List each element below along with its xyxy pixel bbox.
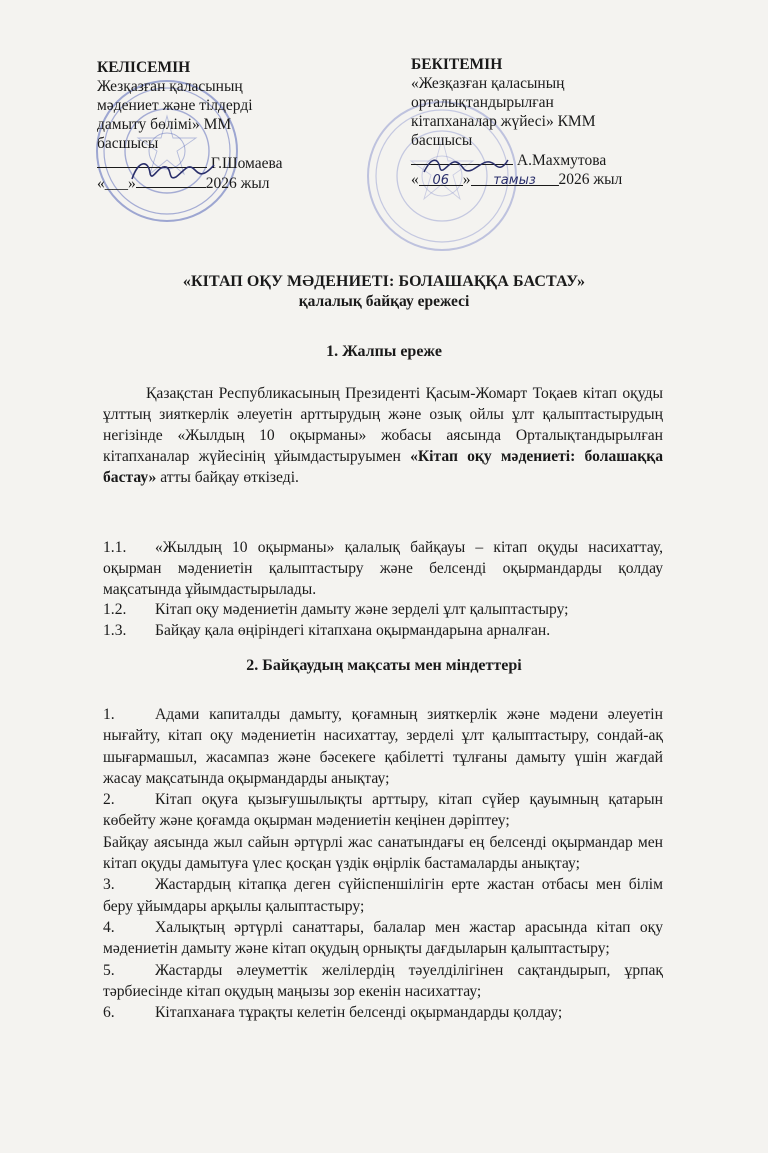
date-row-right: « 06 » тамыз 2026 жыл (411, 171, 623, 188)
signatory-name-left: Г.Шомаева (210, 155, 283, 172)
signature-scribble-left (128, 155, 218, 189)
item-number: 6. (103, 1004, 115, 1022)
approval-heading-right: БЕКІТЕМІН (411, 56, 503, 73)
item-text: Халықтың әртүрлі санаттары, балалар мен жастар арасында кітап оқу мәдениетін дамыту және кітап оқудың орнықты дағдыларын қалыптастыру; (103, 918, 663, 958)
approval-line: басшысы (411, 132, 473, 149)
item-number: 3. (103, 876, 115, 894)
item-text: Жастардың кітапқа деген сүйіспеншілігін ерте жастан отбасы мен білім беру ұйымдары арқылы қалыптастыру; (103, 876, 663, 915)
approval-line: мәдениет және тілдерді (97, 97, 253, 114)
approval-line: «Жезқазған қаласының (411, 75, 565, 92)
item-text: Адами капиталды дамыту, қоғамның зияткерлік және мәдени әлеуетін нығайту, кітап оқу мәдениетін насихаттау, зерделі ұлт қалыптастыру, сондай-ақ шығармашыл, жасампаз және бәсекеге қабілетті тұлғаны дамыту үшін жағдай жасау мақсатында оқырмандарды анықтау; (103, 706, 663, 787)
item-number: 1.2. (103, 601, 127, 618)
item-number: 4. (103, 918, 115, 936)
list-item (103, 704, 663, 789)
section2-heading: 2. Байқаудың мақсаты мен міндеттері (246, 657, 522, 674)
signature-scribble-right (420, 152, 510, 182)
item-text: Кітап оқуға қызығушылықты арттыру, кітап сүйер қауымның қатарын көбейту және қоғамда оқырман мәдениетін кеңінен дәріптеу; (103, 791, 663, 830)
list-item (103, 620, 663, 641)
signatory-name-right: А.Махмутова (516, 152, 607, 169)
approval-line: орталықтандырылған (411, 94, 554, 111)
intro-end-text: атты байқау өткізеді. (156, 469, 299, 486)
approval-line: кітапханалар жүйесі» КММ (411, 113, 596, 130)
year-right: 2026 жыл (558, 171, 623, 188)
item-number: 1.3. (103, 622, 127, 639)
list-item (103, 874, 663, 917)
item-number: 1. (103, 706, 115, 723)
item-number: 1.1. (103, 539, 127, 556)
item-number: 2. (103, 791, 115, 809)
approval-line: дамыту бөлімі» ММ (97, 116, 232, 133)
approval-heading-left: КЕЛІСЕМІН (97, 59, 191, 76)
intro-paragraph (103, 383, 663, 488)
list-item (103, 789, 663, 832)
item-text: «Жылдың 10 оқырманы» қалалық байқауы – кітап оқуды насихаттау, оқырман мәдениетін қалыптастыру және белсенді оқырмандарды қолдау мақсатында ұйымдастырылады. (103, 539, 663, 598)
approval-line: басшысы (97, 135, 159, 152)
date-month-right: тамыз (471, 171, 559, 186)
item-text: Кітап оқу мәдениетін дамыту және зерделі ұлт қалыптастыру; (155, 601, 569, 618)
intro-bold-text: «Кітап оқу мәдениеті: болашаққа бастау» (103, 448, 663, 486)
date-day-right: 06 (419, 171, 463, 186)
section2-list (103, 704, 663, 1023)
list-item (103, 917, 663, 960)
intro-text: Қазақстан Республикасының Президенті Қасым-Жомарт Тоқаев кітап оқуды ұлттың зияткерлік әлеуетін арттырудың және озық ойлы ұлт қалыптастырудың негізінде «Жылдың 10 оқырманы» жобасы аясында Орталықтандырылған кітапханалар жүйесінің ұйымдастыруымен (103, 385, 663, 465)
item-text: Байқау қала өңіріндегі кітапхана оқырмандарына арналған. (155, 622, 551, 639)
item-text: Жастарды әлеуметтік желілердің тәуелділігінен сақтандырып, ұрпақ тәрбиесінде кітап оқудың маңызы зор екенін насихаттау; (103, 961, 663, 1000)
document-subtitle: қалалық байқау ережесі (298, 293, 470, 310)
item-text: Кітапханаға тұрақты келетін белсенді оқырмандарды қолдау; (155, 1004, 563, 1022)
year-left: 2026 жыл (205, 175, 270, 192)
item-text: Байқау аясында жыл сайын әртүрлі жас санатындағы ең белсенді оқырмандар мен кітап оқуды дамытуға үлес қосқан үздік өңірлік бастамаларды анықтау; (103, 833, 663, 873)
section1-heading: 1. Жалпы ереже (326, 343, 442, 360)
list-item (103, 960, 663, 1003)
list-item (103, 1002, 663, 1023)
list-item (103, 537, 663, 600)
list-item (103, 832, 663, 875)
list-item (103, 599, 663, 620)
approval-line: Жезқазған қаласының (97, 78, 243, 95)
item-number: 5. (103, 961, 115, 979)
date-day-left: «___» (97, 175, 136, 192)
document-title: «КІТАП ОҚУ МӘДЕНИЕТІ: БОЛАШАҚҚА БАСТАУ» (182, 273, 586, 290)
